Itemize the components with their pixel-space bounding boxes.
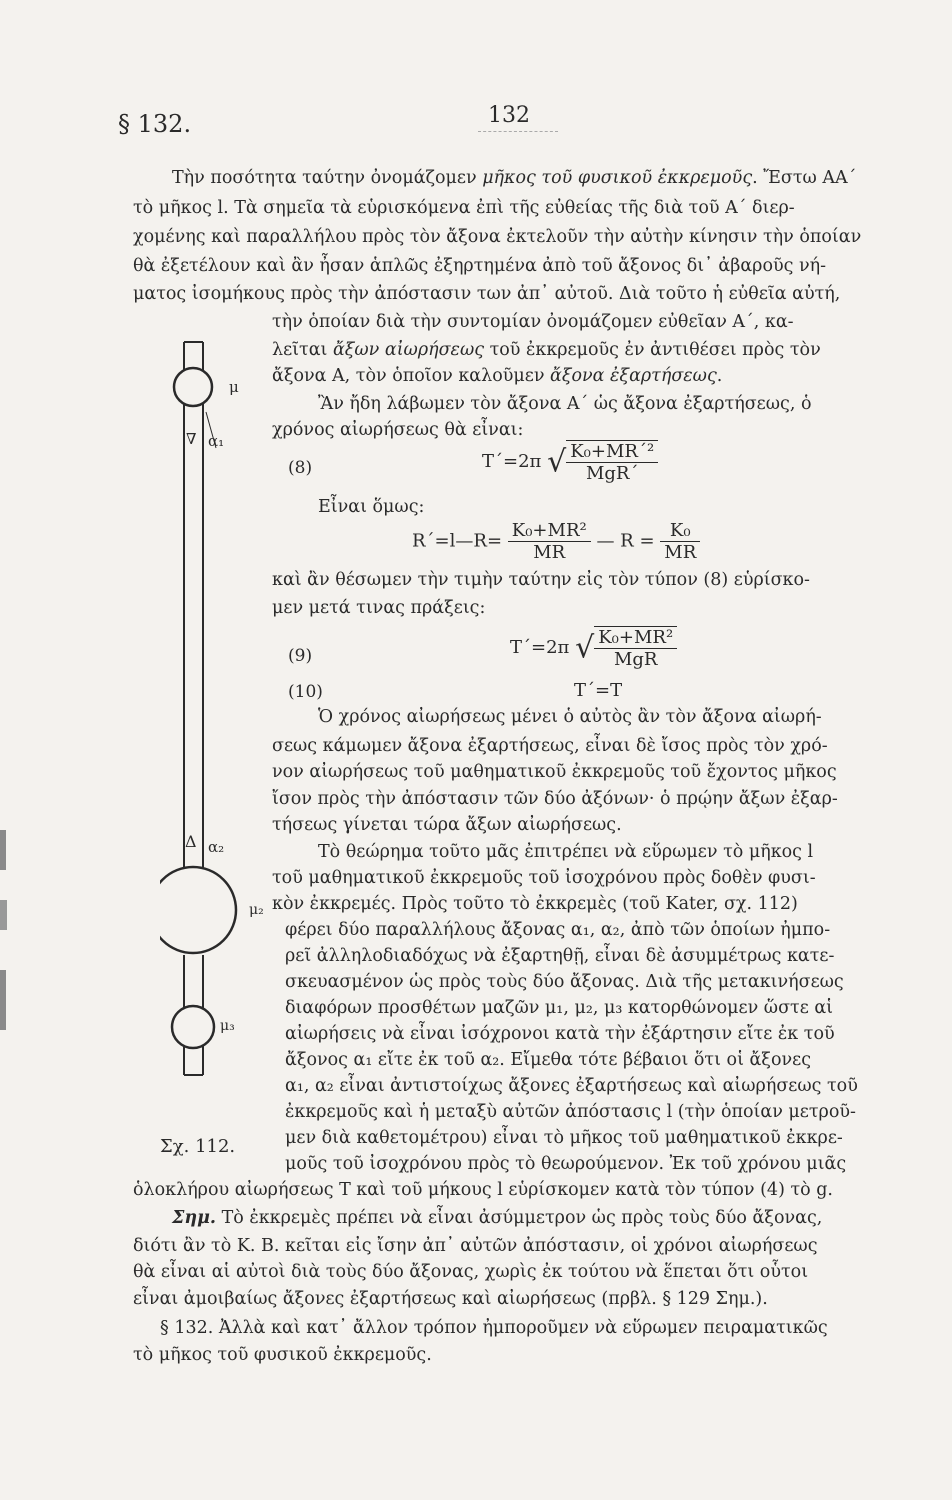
text-line: ἄξονος α₁ εἴτε ἐκ τοῦ α₂. Εἴμεθα τότε βέβαιοι ὅτι οἱ ἄξονες (285, 1050, 811, 1070)
equation-lhs: R΄=l—R= (412, 530, 503, 552)
text-line: αἰωρήσεις νὰ εἶναι ἰσόχρονοι κατὰ τὴν ἐξάρτησιν εἴτε ἐκ τοῦ (285, 1024, 835, 1044)
label-alpha2: α₂ (208, 838, 225, 856)
text-line: διότι ἂν τὸ Κ. Β. κεῖται εἰς ἴσην ἀπ᾽ αὐτῶν ἀπόστασιν, οἱ χρόνοι αἰωρήσεως (133, 1236, 818, 1256)
section-header: § 132. (118, 110, 192, 138)
text-span: Τὴν ποσότητα ταύτην ὀνομάζομεν (172, 168, 483, 188)
text-line: ματος ἰσομήκους πρὸς τὴν ἀπόστασιν των ἀπ᾽ αὐτοῦ. Διὰ τοῦτο ἡ εὐθεῖα αὐτή, (133, 284, 841, 304)
sqrt-body (566, 440, 658, 484)
denominator: MgR (613, 649, 658, 670)
kater-pendulum-figure (160, 330, 270, 1130)
equation-r-prime (412, 520, 700, 563)
text-span: . (716, 366, 723, 386)
text-span: Τὸ ἐκκρεμὲς πρέπει νὰ εἶναι ἀσύμμετρον ὡς πρὸς τοὺς δύο ἄξονας, (216, 1208, 823, 1228)
text-line: Ἂν ἤδη λάβωμεν τὸν ἄξονα Α΄ ὡς ἄξονα ἐξαρτήσεως, ὁ (318, 394, 812, 414)
note-label: Σημ. (172, 1208, 216, 1228)
equation-10: T΄=T (574, 680, 623, 701)
equation-8 (482, 440, 658, 484)
text-line: σκευασμένον ὡς πρὸς τοὺς δύο ἄξονας. Διὰ τῆς μετακινήσεως (285, 972, 844, 992)
numerator: K₀+MR΄² (566, 441, 658, 463)
text-span: ἄξονα Α, τὸν ὁποῖον καλοῦμεν (272, 366, 551, 386)
text-line (272, 366, 722, 386)
text-line: ὁλοκλήρου αἰωρήσεως T καὶ τοῦ μήκους l εὑρίσκομεν κατὰ τὸν τύπον (4) τὸ g. (133, 1180, 833, 1200)
text-line: Εἶναι ὅμως: (318, 497, 425, 517)
mass-mu (174, 368, 212, 406)
numerator: K₀ (660, 520, 700, 542)
text-line: θὰ εἶναι αἱ αὐτοὶ διὰ τοὺς δύο ἄξονας, χωρὶς ἐκ τούτου νὰ ἕπεται ὅτι οὗτοι (133, 1262, 809, 1282)
knife-edge-a2: Δ (185, 832, 197, 851)
text-line: τὸ μῆκος τοῦ φυσικοῦ ἐκκρεμοῦς. (133, 1345, 432, 1365)
text-line: μεν διὰ καθετομέτρου) εἶναι τὸ μῆκος τοῦ μαθηματικοῦ ἐκκρε- (285, 1128, 843, 1148)
text-line (172, 168, 856, 188)
denominator: MR (664, 542, 697, 563)
text-line: α₁, α₂ εἶναι ἀντιστοίχως ἄξονες ἐξαρτήσεως καὶ αἰωρήσεως τοῦ (285, 1076, 858, 1096)
emphasis-term: μῆκος τοῦ φυσικοῦ ἐκκρεμοῦς (482, 168, 753, 188)
scan-edge-marks (0, 820, 12, 1050)
text-line: καὶ ἂν θέσωμεν τὴν τιμὴν ταύτην εἰς τὸν τύπον (8) εὑρίσκο- (272, 570, 810, 590)
text-line: τὸ μῆκος l. Τὰ σημεῖα τὰ εὑρισκόμενα ἐπὶ τῆς εὐθείας τῆς διὰ τοῦ Α΄ διερ- (133, 198, 795, 218)
text-line: σεως κάμωμεν ἄξονα ἐξαρτήσεως, εἶναι δὲ ἴσος πρὸς τὸν χρό- (272, 736, 828, 756)
text-line: τὴν ὁποίαν διὰ τὴν συντομίαν ὀνομάζομεν εὐθεῖαν Α΄, κα- (272, 312, 794, 332)
label-mu: μ (229, 378, 239, 396)
equation-middle: — R = (596, 530, 655, 552)
text-line: μοῦς τοῦ ἰσοχρόνου πρὸς τὸ θεωρούμενον. Ἐκ τοῦ χρόνου μιᾶς (285, 1154, 847, 1174)
equation-lhs: T΄=2π (482, 451, 542, 472)
text-line: κὸν ἐκκρεμές. Πρὸς τοῦτο τὸ ἐκκρεμὲς (τοῦ Kater, σχ. 112) (272, 894, 798, 914)
text-line: ἴσον πρὸς τὴν ἀπόστασιν τῶν δύο ἀξόνων· ὁ πρῴην ἄξων ἐξαρ- (272, 789, 838, 809)
text-span: τοῦ ἐκκρεμοῦς ἐν ἀντιθέσει πρὸς τὸν (484, 340, 821, 360)
text-line: ρεῖ ἀλληλοδιαδόχως νὰ ἐξαρτηθῇ, εἶναι δὲ ἀσυμμέτρως κατε- (285, 946, 835, 966)
sqrt-body (594, 626, 677, 670)
equation-number: (10) (288, 682, 323, 702)
text-line: § 132. Ἀλλὰ καὶ κατ᾽ ἄλλον τρόπον ἠμποροῦμεν νὰ εὕρωμεν πειραματικῶς (160, 1318, 828, 1338)
edge-mark (0, 830, 6, 870)
text-line: Ὁ χρόνος αἰωρήσεως μένει ὁ αὐτὸς ἂν τὸν ἄξονα αἰωρή- (318, 707, 822, 727)
fraction (508, 520, 591, 563)
label-alpha1: α₁ (208, 432, 225, 450)
sqrt-sign: √ (547, 444, 567, 480)
text-line: χομένης καὶ παραλλήλου πρὸς τὸν ἄξονα ἐκτελοῦν τὴν αὐτὴν κίνησιν τὴν ὁποίαν (133, 227, 862, 247)
mass-mu2 (160, 867, 236, 953)
numerator: K₀+MR² (508, 520, 591, 542)
label-mu2: μ₂ (249, 902, 264, 918)
fraction (660, 520, 700, 563)
text-span: . Ἔστω ΑΑ΄ (752, 168, 857, 188)
text-line: εἶναι ἀμοιβαίως ἄξονες ἐξαρτήσεως καὶ αἰωρήσεως (πρβλ. § 129 Σημ.). (133, 1289, 768, 1309)
text-line: μεν μετά τινας πράξεις: (272, 598, 486, 618)
text-line: τήσεως γίνεται τώρα ἄξων αἰωρήσεως. (272, 815, 622, 835)
denominator: MR (533, 542, 566, 563)
text-line (272, 340, 821, 360)
text-line: ἐκκρεμοῦς καὶ ἡ μεταξὺ αὐτῶν ἀπόστασις l (τὴν ὁποίαν μετροῦ- (285, 1102, 856, 1122)
pendulum-drawing (160, 330, 270, 1130)
text-line (172, 1208, 822, 1228)
emphasis-term: ἄξονα ἐξαρτήσεως (550, 366, 717, 386)
edge-mark (0, 900, 7, 930)
emphasis-term: ἄξων αἰωρήσεως (332, 340, 485, 360)
text-line: θὰ ἐξετέλουν καὶ ἂν ἦσαν ἁπλῶς ἐξηρτημένα ἀπὸ τοῦ ἄξονος δι᾽ ἀβαροῦς νή- (133, 256, 827, 276)
text-line: νον αἰωρήσεως τοῦ μαθηματικοῦ ἐκκρεμοῦς τοῦ ἔχοντος μῆκος (272, 762, 837, 782)
page-number: 132 (488, 103, 530, 128)
equation-number: (8) (288, 458, 313, 478)
label-mu3: μ₃ (220, 1018, 235, 1034)
text-line: τοῦ μαθηματικοῦ ἐκκρεμοῦς τοῦ ἰσοχρόνου πρὸς δοθὲν φυσι- (272, 868, 816, 888)
header-rule (478, 131, 558, 132)
text-span: λεῖται (272, 340, 333, 360)
mass-mu3 (172, 1006, 214, 1048)
denominator: MgR΄ (585, 463, 639, 484)
text-line: φέρει δύο παραλλήλους ἄξονας α₁, α₂, ἀπὸ τῶν ὁποίων ἠμπο- (285, 920, 831, 940)
text-line: Τὸ θεώρημα τοῦτο μᾶς ἐπιτρέπει νὰ εὕρωμεν τὸ μῆκος l (318, 842, 814, 862)
text-line: χρόνος αἰωρήσεως θὰ εἶναι: (272, 420, 524, 440)
equation-lhs: T΄=2π (510, 637, 570, 658)
figure-caption: Σχ. 112. (160, 1136, 236, 1157)
numerator: K₀+MR² (594, 627, 677, 649)
text-line: διαφόρων προσθέτων μαζῶν μ₁, μ₂, μ₃ κατορθώνομεν ὥστε αἱ (285, 998, 834, 1018)
fraction (566, 441, 658, 484)
knife-edge-a1: ∇ (186, 430, 197, 448)
equation-9 (510, 626, 677, 670)
sqrt-sign: √ (575, 630, 595, 666)
fraction (594, 627, 677, 670)
equation-number: (9) (288, 646, 313, 666)
edge-mark (0, 970, 6, 1030)
